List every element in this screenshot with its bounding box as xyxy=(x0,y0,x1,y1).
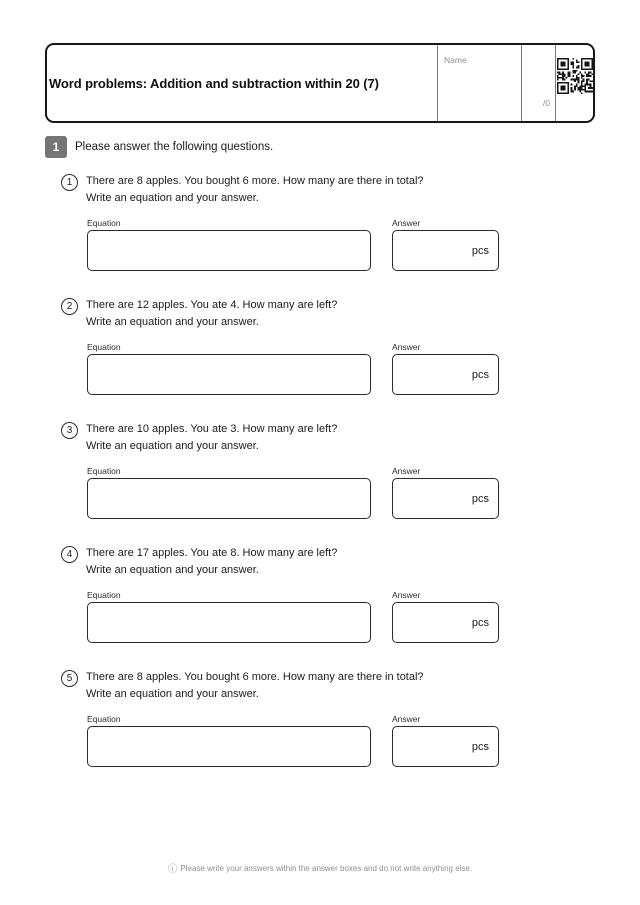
answer-label: Answer xyxy=(392,218,421,228)
answer-label: Answer xyxy=(392,714,421,724)
question-number-circle: 1 xyxy=(61,174,78,191)
question-subtext: Write an equation and your answer. xyxy=(86,192,259,204)
equation-label: Equation xyxy=(87,342,121,352)
answer-unit: pcs xyxy=(471,740,489,753)
question-block-2 xyxy=(61,298,501,397)
equation-input[interactable] xyxy=(87,354,371,395)
section-number-badge: 1 xyxy=(45,136,67,158)
qr-code-icon xyxy=(555,45,593,121)
answer-unit: pcs xyxy=(471,616,489,629)
question-text: There are 10 apples. You ate 3. How many are left? xyxy=(86,423,338,435)
question-number-circle: 5 xyxy=(61,670,78,687)
question-subtext: Write an equation and your answer. xyxy=(86,316,259,328)
question-subtext: Write an equation and your answer. xyxy=(86,564,259,576)
answer-label: Answer xyxy=(392,590,421,600)
footer-note: Please write your answers within the answer boxes and do not write anything else. xyxy=(180,864,473,873)
answer-unit: pcs xyxy=(471,244,489,257)
worksheet-title: Word problems: Addition and subtraction within 20 (7) xyxy=(49,75,379,91)
question-text: There are 17 apples. You ate 8. How many are left? xyxy=(86,547,338,559)
answer-label: Answer xyxy=(392,342,421,352)
question-number-circle: 4 xyxy=(61,546,78,563)
equation-label: Equation xyxy=(87,466,121,476)
answer-input[interactable] xyxy=(392,602,499,643)
equation-input[interactable] xyxy=(87,726,371,767)
title-cell xyxy=(47,45,437,121)
worksheet-header xyxy=(45,43,595,123)
info-icon: ⓘ xyxy=(167,864,178,875)
equation-label: Equation xyxy=(87,590,121,600)
score-label: /0 xyxy=(542,98,550,108)
name-field[interactable] xyxy=(437,45,521,121)
question-subtext: Write an equation and your answer. xyxy=(86,688,259,700)
answer-unit: pcs xyxy=(471,368,489,381)
answer-input[interactable] xyxy=(392,726,499,767)
question-subtext: Write an equation and your answer. xyxy=(86,440,259,452)
equation-input[interactable] xyxy=(87,478,371,519)
section-instruction: Please answer the following questions. xyxy=(75,141,274,153)
equation-input[interactable] xyxy=(87,230,371,271)
section-header xyxy=(45,136,273,158)
answer-label: Answer xyxy=(392,466,421,476)
question-text: There are 12 apples. You ate 4. How many are left? xyxy=(86,299,338,311)
footer-note-bar xyxy=(0,861,640,875)
question-block-5 xyxy=(61,670,501,769)
answer-input[interactable] xyxy=(392,478,499,519)
answer-input[interactable] xyxy=(392,230,499,271)
name-label: Name xyxy=(444,55,467,65)
question-text: There are 8 apples. You bought 6 more. How many are there in total? xyxy=(86,671,424,683)
qr-code-image xyxy=(557,58,593,94)
equation-input[interactable] xyxy=(87,602,371,643)
question-block-3 xyxy=(61,422,501,521)
answer-unit: pcs xyxy=(471,492,489,505)
equation-label: Equation xyxy=(87,714,121,724)
question-number-circle: 2 xyxy=(61,298,78,315)
question-block-1 xyxy=(61,174,501,273)
score-cell xyxy=(521,45,555,121)
question-number-circle: 3 xyxy=(61,422,78,439)
equation-label: Equation xyxy=(87,218,121,228)
question-text: There are 8 apples. You bought 6 more. How many are there in total? xyxy=(86,175,424,187)
question-block-4 xyxy=(61,546,501,645)
answer-input[interactable] xyxy=(392,354,499,395)
